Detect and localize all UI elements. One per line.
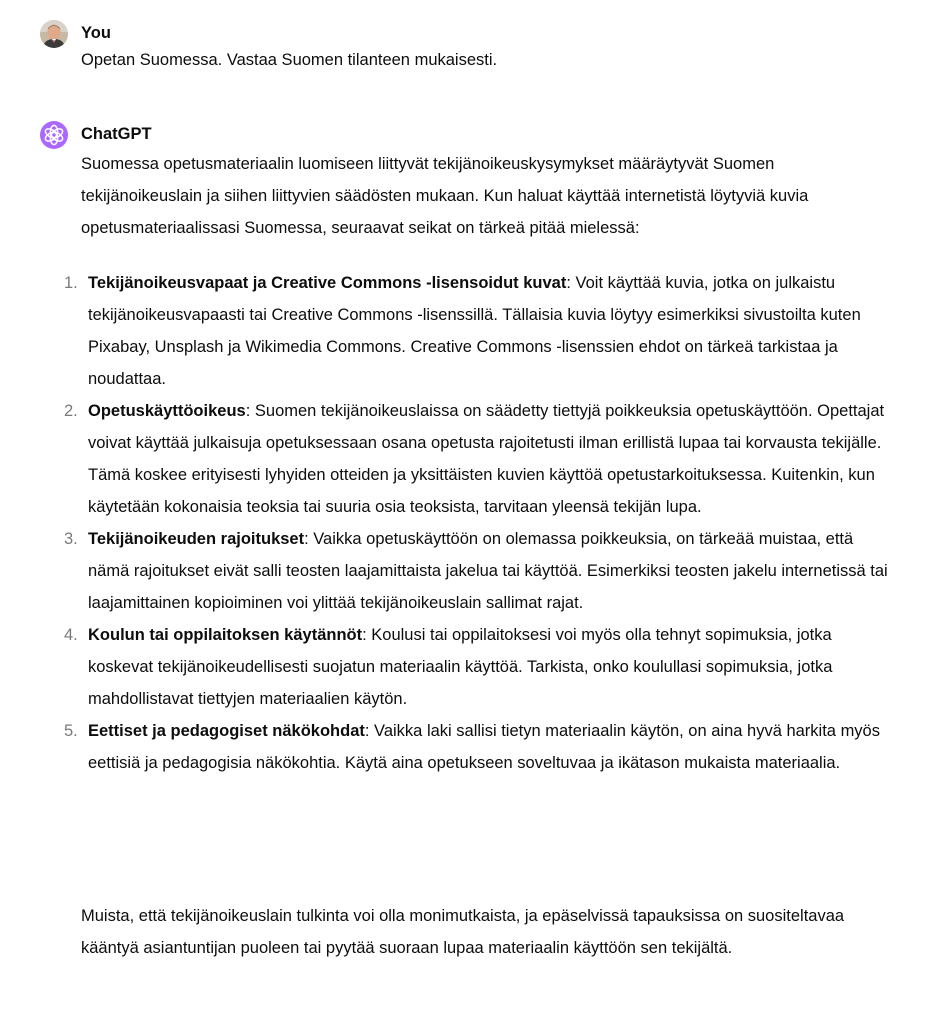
list-item-number: 1. — [64, 274, 78, 292]
openai-logo-icon — [40, 121, 68, 149]
user-photo-avatar-icon — [40, 20, 68, 48]
list-item — [0, 267, 888, 395]
list-item-title: Opetuskäyttöoikeus — [88, 402, 246, 420]
list-item-title: Tekijänoikeuden rajoitukset — [88, 530, 305, 548]
assistant-list — [0, 267, 952, 779]
assistant-intro: Suomessa opetusmateriaalin luomiseen liittyvät tekijänoikeuskysymykset määräytyvät Suomen tekijänoikeuslain ja siihen liittyvien säädösten mukaan. Kun haluat käyttää internetistä löytyviä kuvia opetusmateriaalissasi Suomessa, seuraavat seikat on tärkeä pitää mielessä: — [81, 155, 809, 237]
list-item-text: : Koulusi tai oppilaitoksesi voi myös olla tehnyt sopimuksia, jotka koskevat tekijänoikeudellisesti suojatun materiaalin käyttöä. Tarkista, onko koulullasi sopimuksia, jotka mahdollistavat tiettyjen materiaalien käytön. — [88, 626, 833, 708]
list-item-text: : Voit käyttää kuvia, jotka on julkaistu tekijänoikeusvapaasti tai Creative Commons -lisenssillä. Tällaisia kuvia löytyy esimerkiksi sivustoilta kuten Pixabay, Unsplash ja Wikimedia Commons. Creative Commons -lisenssien ehdot on tärkeä tarkistaa ja noudattaa. — [88, 274, 861, 388]
assistant-author-name: ChatGPT — [81, 125, 152, 143]
assistant-avatar — [40, 121, 68, 149]
list-item — [0, 715, 888, 779]
list-item — [0, 395, 888, 523]
list-item-number: 4. — [64, 626, 78, 644]
list-item — [0, 523, 888, 619]
user-message-text: Opetan Suomessa. Vastaa Suomen tilanteen mukaisesti. — [81, 51, 498, 69]
list-item-title: Tekijänoikeusvapaat ja Creative Commons -lisensoidut kuvat — [88, 274, 567, 292]
user-author-name: You — [81, 24, 111, 42]
user-avatar — [40, 20, 68, 48]
list-item-number: 5. — [64, 722, 78, 740]
list-item-text: : Vaikka opetuskäyttöön on olemassa poikkeuksia, on tärkeää muistaa, että nämä rajoitukset eivät salli teosten laajamittaista jakelua tai käyttöä. Esimerkiksi teosten jakelu internetissä tai laajamittainen kopioiminen voi ylittää tekijänoikeuslain sallimat rajat. — [88, 530, 888, 612]
list-item — [0, 619, 888, 715]
list-item-number: 2. — [64, 402, 78, 420]
list-item-text: : Vaikka laki sallisi tietyn materiaalin käytön, on aina hyvä harkita myös eettisiä ja pedagogisia näkökohtia. Käytä aina opetukseen soveltuvaa ja ikätason mukaista materiaalia. — [88, 722, 880, 772]
assistant-outro: Muista, että tekijänoikeuslain tulkinta voi olla monimutkaista, ja epäselvissä tapauksissa on suositeltavaa kääntyä asiantuntijan puoleen tai pyytää suoraan lupaa materiaalin käyttöön sen tekijältä. — [81, 907, 845, 957]
list-item-title: Koulun tai oppilaitoksen käytännöt — [88, 626, 363, 644]
list-item-text: : Suomen tekijänoikeuslaissa on säädetty tiettyjä poikkeuksia opetuskäyttöön. Opettajat voivat käyttää julkaisuja opetuksessaan osana opetusta rajoitetusti ilman erillistä lupaa tai korvausta tekijälle. Tämä koskee erityisesti lyhyiden otteiden ja yksittäisten kuvien käyttöä opetustarkoituksessa. Kuitenkin, kun käytetään kokonaisia teoksia tai suuria osia teoksista, tarvitaan yleensä tekijän lupa. — [88, 402, 885, 516]
list-item-title: Eettiset ja pedagogiset näkökohdat — [88, 722, 365, 740]
list-item-number: 3. — [64, 530, 78, 548]
